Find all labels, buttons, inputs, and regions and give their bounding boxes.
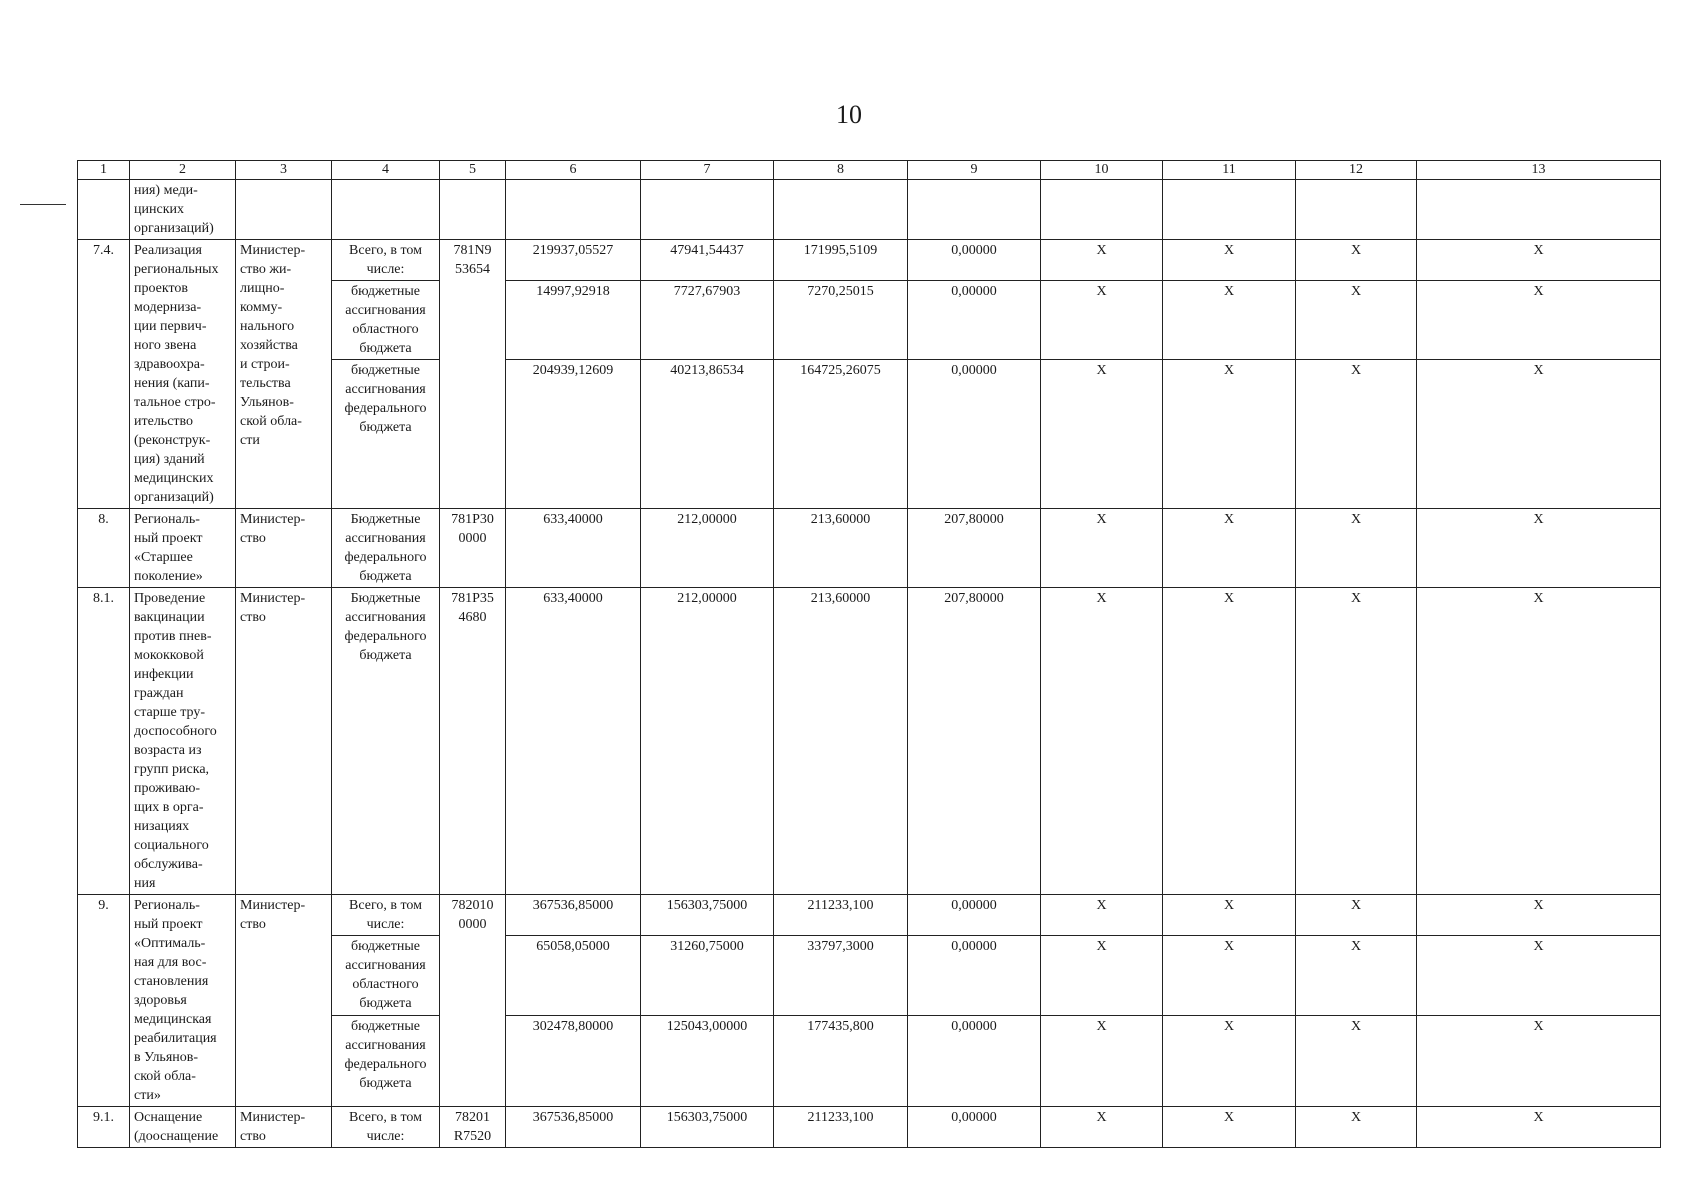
x-mark: X: [1163, 1015, 1296, 1106]
item-name: Региональ- ный проект «Оптималь- ная для вос- становления здоровья медицинская реабилитация в Ульянов- ской обла- сти»: [130, 895, 236, 1107]
x-mark: X: [1041, 1107, 1163, 1148]
x-mark: X: [1417, 895, 1661, 936]
column-header: 4: [332, 161, 440, 180]
x-mark: X: [1296, 1015, 1417, 1106]
item-name: Проведение вакцинации против пнев- мококковой инфекции граждан старше тру- доспособного возраста из групп риска, проживаю- щих в орга- низациях социального обслужива- ния: [130, 588, 236, 895]
x-mark: X: [1041, 588, 1163, 895]
value-col6: 367536,85000: [506, 1107, 641, 1148]
budget-table: [77, 160, 1661, 1148]
value-col8: 7270,25015: [774, 281, 908, 360]
x-mark: X: [1417, 360, 1661, 509]
budget-code: 781N9 53654: [440, 240, 506, 509]
value-col6: 302478,80000: [506, 1015, 641, 1106]
value-col7: 156303,75000: [641, 895, 774, 936]
value-col7: 31260,75000: [641, 936, 774, 1015]
item-executor: Министер- ство жи- лищно- комму- нального хозяйства и строи- тельства Ульянов- ской обла- сти: [236, 240, 332, 509]
column-header: 1: [78, 161, 130, 180]
x-mark: X: [1296, 895, 1417, 936]
column-header: 6: [506, 161, 641, 180]
value-col8: 164725,26075: [774, 360, 908, 509]
budget-code: 781P30 0000: [440, 509, 506, 588]
item-executor: Министер- ство: [236, 509, 332, 588]
value-col9: 0,00000: [908, 1015, 1041, 1106]
x-mark: X: [1417, 588, 1661, 895]
item-name: ния) меди- цинских организаций): [130, 180, 236, 240]
x-mark: X: [1296, 509, 1417, 588]
funding-source: бюджетные ассигнования областного бюджета: [332, 281, 440, 360]
funding-source: бюджетные ассигнования федерального бюджета: [332, 1015, 440, 1106]
item-number: 7.4.: [78, 240, 130, 509]
x-mark: X: [1041, 360, 1163, 509]
value-col9: 207,80000: [908, 588, 1041, 895]
item-number: 8.1.: [78, 588, 130, 895]
x-mark: X: [1163, 509, 1296, 588]
item-name: Региональ- ный проект «Старшее поколение»: [130, 509, 236, 588]
funding-source: Бюджетные ассигнования федерального бюджета: [332, 588, 440, 895]
column-header: 9: [908, 161, 1041, 180]
x-mark: X: [1296, 281, 1417, 360]
funding-source: бюджетные ассигнования областного бюджета: [332, 936, 440, 1015]
value-col8: 213,60000: [774, 588, 908, 895]
budget-code: 781P35 4680: [440, 588, 506, 895]
column-header: 8: [774, 161, 908, 180]
value-col9: 0,00000: [908, 281, 1041, 360]
x-mark: X: [1163, 936, 1296, 1015]
table-row: [78, 895, 1661, 936]
value-col7: 125043,00000: [641, 1015, 774, 1106]
x-mark: X: [1296, 1107, 1417, 1148]
budget-code: 782010 0000: [440, 895, 506, 1107]
value-col6: 367536,85000: [506, 895, 641, 936]
item-number: 9.: [78, 895, 130, 1107]
value-col8: 33797,3000: [774, 936, 908, 1015]
x-mark: X: [1163, 588, 1296, 895]
funding-source: Бюджетные ассигнования федерального бюджета: [332, 509, 440, 588]
page-number: 10: [836, 100, 862, 129]
x-mark: X: [1163, 240, 1296, 281]
item-name: Оснащение (дооснащение: [130, 1107, 236, 1148]
value-col9: 0,00000: [908, 895, 1041, 936]
x-mark: X: [1041, 281, 1163, 360]
value-col9: 207,80000: [908, 509, 1041, 588]
value-col8: 211233,100: [774, 895, 908, 936]
x-mark: X: [1296, 240, 1417, 281]
value-col8: 177435,800: [774, 1015, 908, 1106]
column-header: 7: [641, 161, 774, 180]
value-col6: 633,40000: [506, 509, 641, 588]
x-mark: X: [1296, 360, 1417, 509]
funding-source: Всего, в том числе:: [332, 240, 440, 281]
value-col7: 47941,54437: [641, 240, 774, 281]
x-mark: X: [1417, 240, 1661, 281]
value-col7: 212,00000: [641, 509, 774, 588]
value-col7: 212,00000: [641, 588, 774, 895]
x-mark: X: [1163, 1107, 1296, 1148]
margin-mark: [20, 204, 66, 205]
funding-source: Всего, в том числе:: [332, 895, 440, 936]
item-name: Реализация региональных проектов модерниза- ции первич- ного звена здравоохра- нения (капи- тальное стро- ительство (реконструк- ция) зданий медицинских организаций): [130, 240, 236, 509]
column-header: 12: [1296, 161, 1417, 180]
value-col8: 171995,5109: [774, 240, 908, 281]
table-row: [78, 1107, 1661, 1148]
item-number: 9.1.: [78, 1107, 130, 1148]
budget-code: 78201 R7520: [440, 1107, 506, 1148]
x-mark: X: [1041, 1015, 1163, 1106]
header-row: [78, 161, 1661, 180]
x-mark: X: [1041, 509, 1163, 588]
x-mark: X: [1163, 281, 1296, 360]
value-col6: 14997,92918: [506, 281, 641, 360]
value-col8: 213,60000: [774, 509, 908, 588]
value-col6: 204939,12609: [506, 360, 641, 509]
column-header: 10: [1041, 161, 1163, 180]
x-mark: X: [1417, 509, 1661, 588]
table-row: [78, 588, 1661, 895]
column-header: 2: [130, 161, 236, 180]
x-mark: X: [1041, 895, 1163, 936]
value-col7: 156303,75000: [641, 1107, 774, 1148]
x-mark: X: [1417, 1015, 1661, 1106]
x-mark: X: [1296, 936, 1417, 1015]
x-mark: X: [1417, 281, 1661, 360]
value-col8: 211233,100: [774, 1107, 908, 1148]
item-executor: Министер- ство: [236, 588, 332, 895]
item-executor: Министер- ство: [236, 895, 332, 1107]
value-col9: 0,00000: [908, 936, 1041, 1015]
x-mark: X: [1296, 588, 1417, 895]
value-col9: 0,00000: [908, 360, 1041, 509]
value-col9: 0,00000: [908, 240, 1041, 281]
value-col9: 0,00000: [908, 1107, 1041, 1148]
x-mark: X: [1041, 936, 1163, 1015]
item-executor: Министер- ство: [236, 1107, 332, 1148]
column-header: 5: [440, 161, 506, 180]
value-col6: 65058,05000: [506, 936, 641, 1015]
table-row: [78, 509, 1661, 588]
x-mark: X: [1417, 1107, 1661, 1148]
value-col6: 633,40000: [506, 588, 641, 895]
x-mark: X: [1163, 895, 1296, 936]
value-col7: 7727,67903: [641, 281, 774, 360]
x-mark: X: [1163, 360, 1296, 509]
column-header: 13: [1417, 161, 1661, 180]
value-col6: 219937,05527: [506, 240, 641, 281]
item-number: 8.: [78, 509, 130, 588]
funding-source: бюджетные ассигнования федерального бюджета: [332, 360, 440, 509]
x-mark: X: [1417, 936, 1661, 1015]
funding-source: Всего, в том числе:: [332, 1107, 440, 1148]
table-row: [78, 240, 1661, 281]
column-header: 3: [236, 161, 332, 180]
x-mark: X: [1041, 240, 1163, 281]
column-header: 11: [1163, 161, 1296, 180]
value-col7: 40213,86534: [641, 360, 774, 509]
table-row: [78, 180, 1661, 240]
